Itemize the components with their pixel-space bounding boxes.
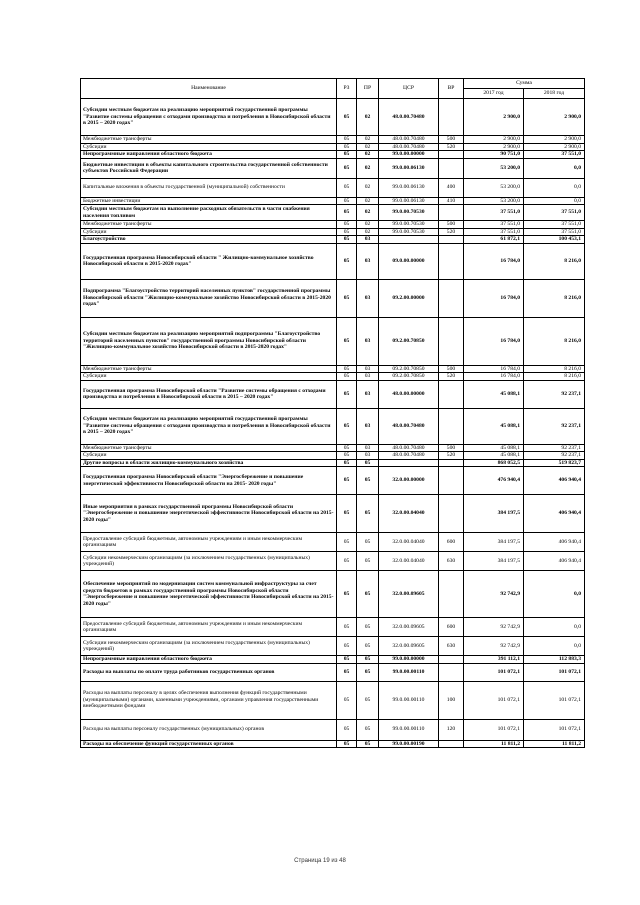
- cell-rz: 05: [337, 279, 357, 317]
- cell-pr: 02: [357, 221, 379, 229]
- cell-2017: 391 112,1: [464, 656, 524, 664]
- cell-name: Иные мероприятия в рамках государственной программы Новосибирской области "Энергосбережение и повышение энергетической эффективности Новосибирской области на 2015- 2020 годы": [81, 495, 337, 533]
- cell-2018: 406 940,4: [524, 533, 585, 552]
- cell-csr: [379, 236, 439, 244]
- cell-2018: 8 216,0: [524, 243, 585, 279]
- col-header-rz: РЗ: [337, 79, 357, 99]
- cell-2018: 37 551,0: [524, 221, 585, 229]
- cell-vr: 520: [439, 143, 464, 151]
- table-row: [81, 365, 585, 373]
- cell-2017: 37 551,0: [464, 221, 524, 229]
- table-row: [81, 243, 585, 279]
- cell-vr: 630: [439, 552, 464, 571]
- cell-2018: 406 940,4: [524, 467, 585, 495]
- cell-csr: 32.0.00.00000: [379, 467, 439, 495]
- cell-vr: [439, 495, 464, 533]
- cell-name: Межбюджетные трансферты: [81, 221, 337, 229]
- cell-rz: 05: [337, 243, 357, 279]
- cell-2018: 112 883,3: [524, 656, 585, 664]
- cell-name: Расходы на обеспечение функций государственных органов: [81, 740, 337, 748]
- cell-pr: 02: [357, 205, 379, 221]
- cell-2018: 92 237,1: [524, 444, 585, 452]
- cell-name: Капитальные вложения в объекты государственной (муниципальной) собственности: [81, 178, 337, 197]
- cell-name: Межбюджетные трансферты: [81, 444, 337, 452]
- cell-rz: 05: [337, 317, 357, 365]
- table-row: [81, 136, 585, 144]
- cell-csr: 32.0.00.04040: [379, 552, 439, 571]
- col-header-vr: ВР: [439, 79, 464, 99]
- cell-vr: [439, 99, 464, 136]
- cell-2017: 61 872,1: [464, 236, 524, 244]
- cell-csr: 09.0.00.00000: [379, 243, 439, 279]
- cell-2018: 2 900,0: [524, 143, 585, 151]
- cell-csr: 99.0.00.00000: [379, 656, 439, 664]
- cell-2017: 92 742,9: [464, 637, 524, 656]
- cell-rz: 05: [337, 459, 357, 467]
- cell-csr: 48.0.00.70480: [379, 99, 439, 136]
- cell-rz: 05: [337, 452, 357, 460]
- cell-csr: 32.0.00.04040: [379, 495, 439, 533]
- cell-2017: 37 551,0: [464, 205, 524, 221]
- cell-pr: 05: [357, 663, 379, 681]
- cell-name: Межбюджетные трансферты: [81, 136, 337, 144]
- cell-csr: 32.0.00.09605: [379, 571, 439, 618]
- cell-csr: [379, 459, 439, 467]
- cell-name: Субсидии местным бюджетам на реализацию мероприятий государственной программы "Развитие системы обращения с отходами производства и потребления в Новосибирской области в 2015 – 2020 годах": [81, 408, 337, 444]
- budget-table-sheet: [80, 78, 584, 748]
- cell-2018: 101 072,1: [524, 681, 585, 719]
- cell-2017: 45 088,1: [464, 452, 524, 460]
- cell-pr: 03: [357, 243, 379, 279]
- cell-csr: 48.0.00.70480: [379, 136, 439, 144]
- cell-pr: 05: [357, 467, 379, 495]
- cell-pr: 05: [357, 637, 379, 656]
- cell-csr: 48.0.00.70480: [379, 408, 439, 444]
- cell-vr: 500: [439, 444, 464, 452]
- cell-csr: 48.0.00.70480: [379, 452, 439, 460]
- cell-vr: 520: [439, 228, 464, 236]
- cell-2017: 53 200,0: [464, 178, 524, 197]
- cell-rz: 05: [337, 373, 357, 381]
- cell-rz: 05: [337, 228, 357, 236]
- cell-2018: 11 811,2: [524, 740, 585, 748]
- cell-rz: 05: [337, 158, 357, 178]
- cell-2018: 37 551,0: [524, 205, 585, 221]
- cell-2017: 384 197,5: [464, 552, 524, 571]
- table-row: [81, 221, 585, 229]
- cell-pr: 03: [357, 452, 379, 460]
- cell-pr: 03: [357, 444, 379, 452]
- cell-2017: 868 052,5: [464, 459, 524, 467]
- cell-name: Субсидии некоммерческим организациям (за исключением государственных (муниципальных) учреждений): [81, 552, 337, 571]
- cell-pr: 03: [357, 373, 379, 381]
- cell-rz: 05: [337, 221, 357, 229]
- table-row: [81, 317, 585, 365]
- cell-2018: 0,0: [524, 158, 585, 178]
- cell-2017: 45 088,1: [464, 444, 524, 452]
- cell-name: Другие вопросы в области жилищно-коммунального хозяйства: [81, 459, 337, 467]
- cell-2017: 101 072,1: [464, 719, 524, 740]
- cell-csr: 09.2.00.70850: [379, 317, 439, 365]
- table-row: [81, 495, 585, 533]
- cell-vr: [439, 459, 464, 467]
- cell-pr: 02: [357, 158, 379, 178]
- cell-2018: 0,0: [524, 197, 585, 205]
- cell-rz: 05: [337, 143, 357, 151]
- cell-csr: 99.0.00.00110: [379, 681, 439, 719]
- cell-rz: 05: [337, 178, 357, 197]
- cell-name: Благоустройство: [81, 236, 337, 244]
- cell-csr: 99.0.00.00110: [379, 663, 439, 681]
- cell-vr: 600: [439, 533, 464, 552]
- cell-vr: [439, 279, 464, 317]
- cell-name: Обеспечение мероприятий по модернизации систем коммунальной инфраструктуры за счет средств бюджетов в рамках государственной программы Новосибирской области "Энергосбережение и повышение энергетической эффективности Новосибирской области на 2015-2020 годы": [81, 571, 337, 618]
- cell-name: Непрограммные направления областного бюджета: [81, 151, 337, 159]
- cell-2018: 0,0: [524, 618, 585, 637]
- cell-2017: 90 751,0: [464, 151, 524, 159]
- cell-name: Субсидии: [81, 228, 337, 236]
- cell-2018: 406 940,4: [524, 552, 585, 571]
- col-header-csr: ЦСР: [379, 79, 439, 99]
- table-row: [81, 656, 585, 664]
- cell-vr: 100: [439, 681, 464, 719]
- cell-csr: 48.0.00.00000: [379, 380, 439, 408]
- cell-2017: 11 811,2: [464, 740, 524, 748]
- cell-2017: 16 784,0: [464, 279, 524, 317]
- table-row: [81, 236, 585, 244]
- cell-pr: 05: [357, 495, 379, 533]
- cell-csr: 99.0.00.00110: [379, 719, 439, 740]
- cell-csr: 32.0.00.09605: [379, 637, 439, 656]
- table-row: [81, 228, 585, 236]
- cell-2017: 476 940,4: [464, 467, 524, 495]
- cell-2018: 92 237,1: [524, 408, 585, 444]
- cell-2018: 0,0: [524, 637, 585, 656]
- table-row: [81, 197, 585, 205]
- cell-vr: [439, 205, 464, 221]
- table-body: [81, 99, 585, 748]
- cell-rz: 05: [337, 365, 357, 373]
- table-row: [81, 205, 585, 221]
- cell-name: Субсидии местным бюджетам на реализацию мероприятий подпрограммы "Благоустройство территорий населенных пунктов" государственной программы Новосибирской области "Жилищно-коммунальное хозяйство Новосибирской области в 2015-2020 годах": [81, 317, 337, 365]
- cell-pr: 03: [357, 408, 379, 444]
- col-header-name: Наименование: [81, 79, 337, 99]
- cell-rz: 05: [337, 197, 357, 205]
- cell-csr: 99.0.00.70530: [379, 228, 439, 236]
- cell-rz: 05: [337, 637, 357, 656]
- cell-vr: 500: [439, 136, 464, 144]
- cell-pr: 03: [357, 380, 379, 408]
- cell-2018: 37 551,0: [524, 228, 585, 236]
- cell-rz: 05: [337, 151, 357, 159]
- cell-pr: 05: [357, 459, 379, 467]
- cell-pr: 02: [357, 228, 379, 236]
- cell-rz: 05: [337, 467, 357, 495]
- cell-name: Бюджетные инвестиции в объекты капитального строительства государственной собственности субъектов Российской Федерации: [81, 158, 337, 178]
- table-row: [81, 373, 585, 381]
- cell-2017: 16 784,0: [464, 373, 524, 381]
- cell-vr: [439, 656, 464, 664]
- table-row: [81, 740, 585, 748]
- col-header-pr: ПР: [357, 79, 379, 99]
- cell-pr: 05: [357, 719, 379, 740]
- cell-2018: 37 551,0: [524, 151, 585, 159]
- cell-name: Субсидии: [81, 452, 337, 460]
- cell-csr: 09.2.00.70850: [379, 373, 439, 381]
- col-header-2018: 2018 год: [524, 89, 585, 99]
- table-row: [81, 459, 585, 467]
- table-row: [81, 533, 585, 552]
- cell-csr: 32.0.00.09605: [379, 618, 439, 637]
- cell-2017: 101 072,1: [464, 663, 524, 681]
- cell-rz: 05: [337, 495, 357, 533]
- cell-rz: 05: [337, 408, 357, 444]
- cell-2018: 2 900,0: [524, 99, 585, 136]
- cell-2017: 384 197,5: [464, 533, 524, 552]
- cell-csr: 99.0.00.06130: [379, 197, 439, 205]
- cell-pr: 05: [357, 533, 379, 552]
- cell-2017: 92 742,9: [464, 571, 524, 618]
- cell-rz: 05: [337, 205, 357, 221]
- cell-csr: 09.2.00.70850: [379, 365, 439, 373]
- cell-name: Государственная программа Новосибирской области "Энергосбережение и повышение энергетической эффективности Новосибирской области на 2015- 2020 годы": [81, 467, 337, 495]
- table-row: [81, 408, 585, 444]
- cell-2017: 101 072,1: [464, 681, 524, 719]
- col-header-2017: 2017 год: [464, 89, 524, 99]
- cell-2017: 16 784,0: [464, 365, 524, 373]
- table-row: [81, 681, 585, 719]
- cell-vr: 410: [439, 197, 464, 205]
- cell-2018: 8 216,0: [524, 373, 585, 381]
- cell-2018: 100 453,1: [524, 236, 585, 244]
- cell-pr: 02: [357, 143, 379, 151]
- cell-rz: 05: [337, 236, 357, 244]
- cell-name: Непрограммные направления областного бюджета: [81, 656, 337, 664]
- cell-vr: [439, 571, 464, 618]
- cell-2017: 37 551,0: [464, 228, 524, 236]
- cell-csr: 09.2.00.00000: [379, 279, 439, 317]
- cell-csr: 99.0.00.70530: [379, 205, 439, 221]
- cell-csr: 48.0.00.70480: [379, 444, 439, 452]
- cell-2017: 45 088,1: [464, 380, 524, 408]
- table-row: [81, 143, 585, 151]
- table-row: [81, 380, 585, 408]
- cell-2017: 2 900,0: [464, 136, 524, 144]
- cell-rz: 05: [337, 444, 357, 452]
- cell-vr: 520: [439, 373, 464, 381]
- table-row: [81, 719, 585, 740]
- cell-2018: 519 823,7: [524, 459, 585, 467]
- cell-name: Предоставление субсидий бюджетным, автономным учреждениям и иным некоммерческим организациям: [81, 533, 337, 552]
- cell-vr: [439, 243, 464, 279]
- cell-name: Расходы на выплаты персоналу государственных (муниципальных) органов: [81, 719, 337, 740]
- cell-pr: 05: [357, 740, 379, 748]
- cell-pr: 03: [357, 279, 379, 317]
- cell-pr: 03: [357, 236, 379, 244]
- cell-2017: 16 784,0: [464, 317, 524, 365]
- cell-vr: [439, 158, 464, 178]
- cell-rz: 05: [337, 99, 357, 136]
- table-row: [81, 151, 585, 159]
- cell-vr: [439, 236, 464, 244]
- cell-vr: [439, 467, 464, 495]
- cell-name: Субсидии: [81, 143, 337, 151]
- cell-csr: 99.0.00.00000: [379, 151, 439, 159]
- table-row: [81, 444, 585, 452]
- table-row: [81, 452, 585, 460]
- cell-pr: 03: [357, 365, 379, 373]
- cell-name: Межбюджетные трансферты: [81, 365, 337, 373]
- cell-name: Государственная программа Новосибирской области " Жилищно-коммунальное хозяйство Новосибирской области в 2015-2020 годах": [81, 243, 337, 279]
- cell-pr: 05: [357, 571, 379, 618]
- cell-2018: 92 237,1: [524, 452, 585, 460]
- cell-pr: 03: [357, 317, 379, 365]
- cell-pr: 02: [357, 151, 379, 159]
- cell-vr: 500: [439, 365, 464, 373]
- cell-rz: 05: [337, 681, 357, 719]
- cell-2018: 0,0: [524, 571, 585, 618]
- cell-pr: 02: [357, 178, 379, 197]
- cell-2017: 2 900,0: [464, 143, 524, 151]
- cell-name: Расходы на выплаты по оплате труда работников государственных органов: [81, 663, 337, 681]
- cell-2018: 92 237,1: [524, 380, 585, 408]
- cell-csr: 99.0.00.70530: [379, 221, 439, 229]
- cell-pr: 02: [357, 99, 379, 136]
- cell-vr: 400: [439, 178, 464, 197]
- cell-name: Расходы на выплаты персоналу в целях обеспечения выполнения функций государственными (муниципальными) органами, казенными учреждениями, органами управления государственными внебюджетными фондами: [81, 681, 337, 719]
- cell-pr: 05: [357, 618, 379, 637]
- cell-2018: 8 216,0: [524, 279, 585, 317]
- cell-pr: 02: [357, 197, 379, 205]
- cell-rz: 05: [337, 136, 357, 144]
- cell-2017: 2 900,0: [464, 99, 524, 136]
- cell-2018: 0,0: [524, 178, 585, 197]
- cell-pr: 05: [357, 552, 379, 571]
- cell-vr: [439, 380, 464, 408]
- cell-2017: 384 197,5: [464, 495, 524, 533]
- table-row: [81, 571, 585, 618]
- cell-rz: 05: [337, 533, 357, 552]
- cell-rz: 05: [337, 663, 357, 681]
- cell-name: Субсидии: [81, 373, 337, 381]
- table-row: [81, 178, 585, 197]
- cell-2017: 92 742,9: [464, 618, 524, 637]
- table-row: [81, 552, 585, 571]
- cell-2018: 8 216,0: [524, 317, 585, 365]
- cell-rz: 05: [337, 618, 357, 637]
- cell-vr: [439, 740, 464, 748]
- cell-vr: 520: [439, 452, 464, 460]
- cell-vr: 120: [439, 719, 464, 740]
- cell-vr: [439, 408, 464, 444]
- cell-rz: 05: [337, 719, 357, 740]
- table-row: [81, 279, 585, 317]
- table-header: [81, 79, 585, 99]
- cell-name: Государственная программа Новосибирской области "Развитие системы обращения с отходами производства и потребления в Новосибирской области в 2015 – 2020 годах": [81, 380, 337, 408]
- cell-csr: 99.0.00.00190: [379, 740, 439, 748]
- table-row: [81, 618, 585, 637]
- cell-rz: 05: [337, 740, 357, 748]
- cell-2017: 53 200,0: [464, 197, 524, 205]
- cell-vr: [439, 663, 464, 681]
- table-row: [81, 663, 585, 681]
- budget-table: [80, 78, 585, 748]
- cell-2017: 53 200,0: [464, 158, 524, 178]
- cell-2018: 8 216,0: [524, 365, 585, 373]
- cell-csr: 48.0.00.70480: [379, 143, 439, 151]
- cell-name: Бюджетные инвестиции: [81, 197, 337, 205]
- cell-vr: 600: [439, 618, 464, 637]
- table-row: [81, 637, 585, 656]
- table-row: [81, 99, 585, 136]
- table-row: [81, 467, 585, 495]
- cell-csr: 32.0.00.04040: [379, 533, 439, 552]
- cell-pr: 02: [357, 136, 379, 144]
- cell-2018: 101 072,1: [524, 719, 585, 740]
- cell-rz: 05: [337, 656, 357, 664]
- cell-vr: 500: [439, 221, 464, 229]
- cell-vr: 630: [439, 637, 464, 656]
- cell-vr: [439, 151, 464, 159]
- cell-name: Субсидии местным бюджетам на выполнение расходных обязательств в части снабжения населения топливом: [81, 205, 337, 221]
- col-header-sum: Сумма: [464, 79, 585, 89]
- cell-name: Субсидии некоммерческим организациям (за исключением государственных (муниципальных) учреждений): [81, 637, 337, 656]
- cell-rz: 05: [337, 571, 357, 618]
- cell-csr: 99.0.00.06130: [379, 158, 439, 178]
- cell-pr: 05: [357, 681, 379, 719]
- cell-2018: 2 900,0: [524, 136, 585, 144]
- cell-2017: 16 784,0: [464, 243, 524, 279]
- cell-csr: 99.0.00.06130: [379, 178, 439, 197]
- cell-name: Предоставление субсидий бюджетным, автономным учреждениям и иным некоммерческим организациям: [81, 618, 337, 637]
- cell-name: Подпрограмма "Благоустройство территорий населенных пунктов" государственной программы Новосибирской области "Жилищно-коммунальное хозяйство Новосибирской области в 2015-2020 годах": [81, 279, 337, 317]
- cell-rz: 05: [337, 380, 357, 408]
- page-footer: Страница 19 из 48: [294, 858, 346, 864]
- cell-pr: 05: [357, 656, 379, 664]
- cell-rz: 05: [337, 552, 357, 571]
- cell-2017: 45 088,1: [464, 408, 524, 444]
- cell-2018: 101 072,1: [524, 663, 585, 681]
- cell-2018: 406 940,4: [524, 495, 585, 533]
- table-row: [81, 158, 585, 178]
- cell-name: Субсидии местным бюджетам на реализацию мероприятий государственной программы "Развитие системы обращения с отходами производства и потребления в Новосибирской области в 2015 – 2020 годах": [81, 99, 337, 136]
- cell-vr: [439, 317, 464, 365]
